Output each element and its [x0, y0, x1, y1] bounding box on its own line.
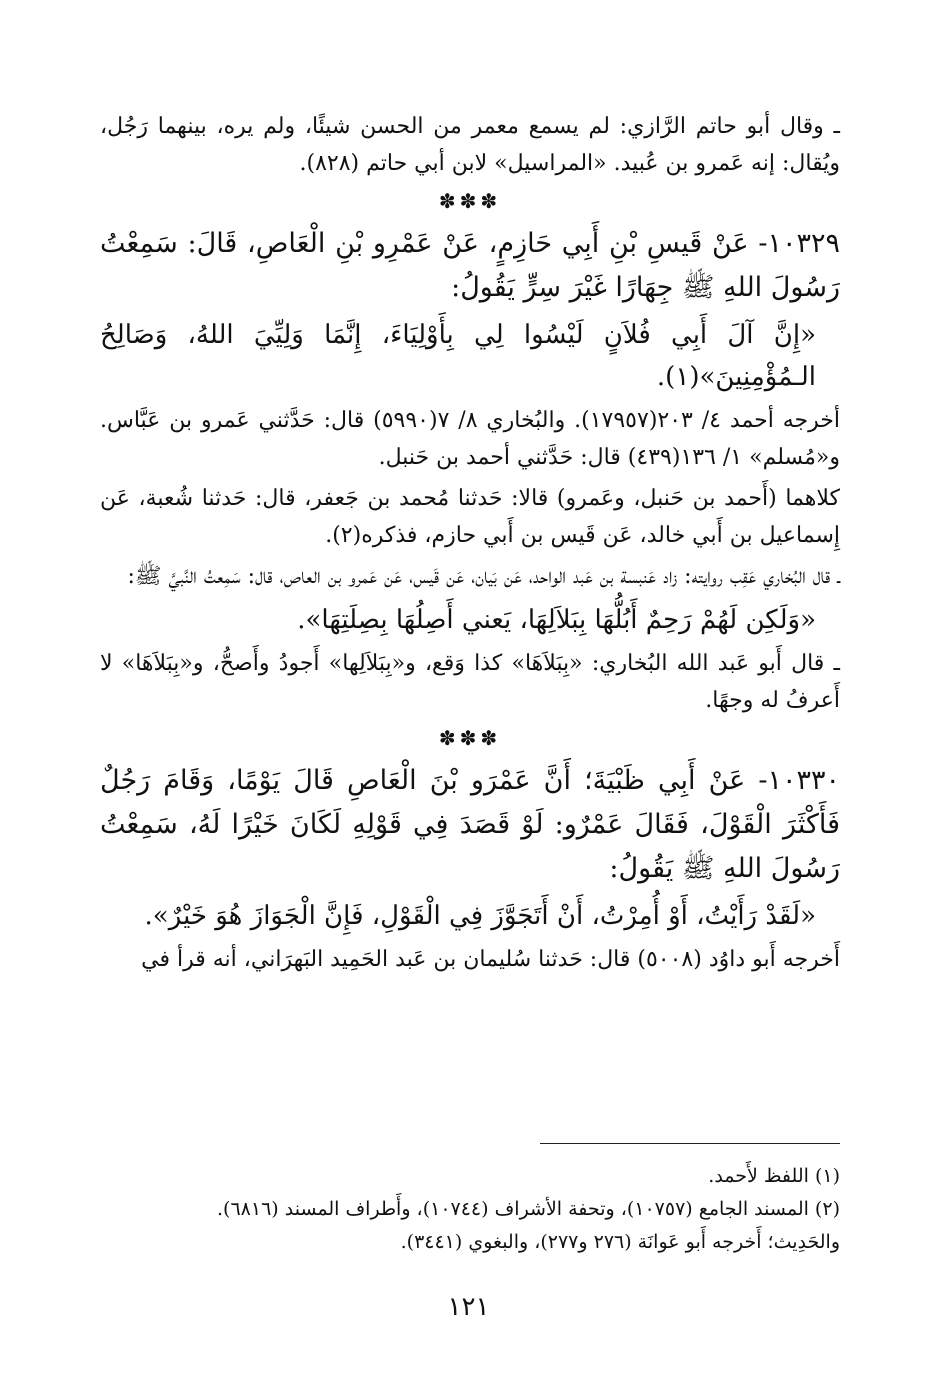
footnote-1: (١) اللفظ لأَحمد. [708, 1165, 840, 1187]
separator-stars: ✽✽✽ [438, 189, 502, 213]
addition-quote: «وَلَكِن لَهُمْ رَحِمٌ أَبُلُّهَا بِبَلاَلِهَا، يَعني أَصِلُهَا بِصِلَتِهَا». [297, 605, 816, 635]
abu-dawud-paragraph: أَخرجه أَبو داوُد (٥٠٠٨) قال: حَدثنا سُليمان بن عَبد الحَمِيد البَهرَاني، أنه قرأ في [141, 947, 840, 972]
page-number: ١٢١ [447, 1292, 490, 1322]
paragraph-intro: ـ وقال أبو حاتم الرَّازي: لم يسمع معمر من الحسن شيئًا، ولم يره، بينهما رَجُل، ويُقال: إنه عَمرو بن عُبيد. «المراسيل» لابن أبي حاتم (٨٢٨). [100, 114, 840, 176]
hadith-10330-quote: «لَقَدْ رَأَيْتُ، أَوْ أُمِرْتُ، أَنْ أَتَجَوَّزَ فِي الْقَوْلِ، فَإِنَّ الْجَوَازَ هُوَ خَيْرٌ». [144, 901, 816, 931]
hadith-10330-intro: ١٠٣٣٠- عَنْ أَبِي ظَبْيَةَ؛ أَنَّ عَمْرَو بْنَ الْعَاصِ قَالَ يَوْمًا، وَقَامَ رَجُلٌ فَأَكْثَرَ الْقَوْلَ، فَقَالَ عَمْرٌو: لَوْ قَصَدَ فِي قَوْلِهِ لَكَانَ خَيْرًا لَهُ، سَمِعْتُ رَسُولَ اللهِ ﷺ يَقُولُ: [100, 765, 840, 884]
footnote-2: (٢) المسند الجامع (١٠٧٥٧)، وتحفة الأشراف (١٠٧٤٤)، وأَطراف المسند (٦٨١٦). [217, 1198, 840, 1220]
footnotes [100, 1160, 840, 1259]
takhrij-paragraph: أخرجه أحمد ٤/ ٢٠٣(١٧٩٥٧). والبُخاري ٨/ ٧(٥٩٩٠) قال: حَدَّثني عَمرو بن عَبَّاس. و«مُسلم» ١/ ١٣٦(٤٣٩) قال: حَدَّثني أحمد بن حَنبل. [100, 408, 841, 470]
hadith-10329-quote: «إِنَّ آلَ أَبِي فُلاَنٍ لَيْسُوا لِي بِأَوْلِيَاءَ، إِنَّمَا وَلِيِّيَ اللهُ، وَصَالِحُ الـمُؤْمِنِينَ»(١). [100, 320, 816, 392]
bukhari-comment-paragraph: ـ قال أَبو عَبد الله البُخاري: «بِبَلاَهَا» كذا وَقع، و«بِبَلاَلِها» أَجودُ وأَصحُّ، و«بِبَلاَهَا» لا أَعرفُ له وجهًا. [100, 651, 840, 713]
hadith-10329-intro: ١٠٣٢٩- عَنْ قَيسِ بْنِ أَبِي حَازِمٍ، عَنْ عَمْرِو بْنِ الْعَاصِ، قَالَ: سَمِعْتُ رَسُولَ اللهِ ﷺ جِهَارًا غَيْرَ سِرٍّ يَقُولُ: [100, 228, 840, 303]
bukhari-addition-paragraph: ـ قال البُخاري عَقِب روايته: زاد عَنبسة بن عَبد الواحد، عَن بَيان، عَن قَيس، عَن عَمرو بن العاص، قال: سَمِعتُ النَّبيَّ ﷺ: [127, 564, 840, 589]
main-text [100, 108, 840, 982]
footnote-2-continued: والحَدِيث؛ أَخرجه أَبو عَوانَة (٢٧٦ و٢٧٧)، والبغوي (٣٤٤١). [400, 1231, 840, 1253]
footnote-divider [540, 1143, 840, 1144]
chain-paragraph: كلاهما (أَحمد بن حَنبل، وعَمرو) قالا: حَدثنا مُحمد بن جَعفر، قال: حَدثنا شُعبة، عَن إِسماعيل بن أَبي خالد، عَن قَيس بن أَبي حازم، فذكره(٢). [100, 486, 840, 548]
separator-stars: ✽✽✽ [438, 726, 502, 750]
